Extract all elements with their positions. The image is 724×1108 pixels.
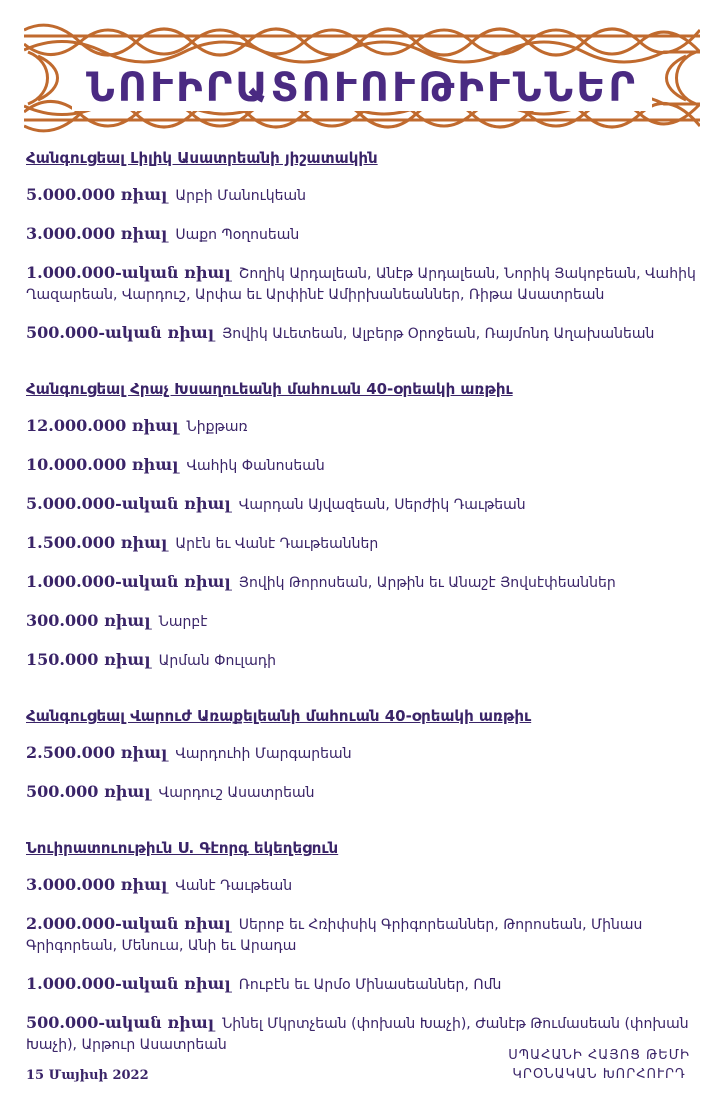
section-hrach: [26, 379, 702, 672]
donor-names: Վարդան Այվազեան, Սերժիկ Դաւթեան: [238, 497, 526, 513]
section-lilik: [26, 148, 702, 345]
document-date: 15 Մայիսի 2022: [26, 1068, 149, 1083]
banner-title-wrap: [24, 58, 700, 118]
amount: 2.500.000 ռիալ: [26, 743, 168, 762]
section-title: Հանգուցեալ Վարուժ Առաքելեանի մահուան 40-օրեակի առթիւ: [26, 707, 532, 725]
donor-names: Նինել Մկրտչեան (փոխան Խաչի), Ժանէթ Թումասեան (փոխան Խաչի), Արթուր Ասատրեան: [26, 1016, 689, 1053]
donor-names: Յովիկ Աւետեան, Ալբերթ Օրոջեան, Ռայմոնդ Աղախանեան: [222, 326, 655, 342]
list-item: [26, 610, 702, 633]
amount: 500.000-ական ռիալ: [26, 323, 215, 342]
section-title: Նուիրատուութիւն Ս. Գէորգ եկեղեցուն: [26, 839, 339, 857]
amount: 500.000-ական ռիալ: [26, 1013, 215, 1032]
amount: 1.500.000 ռիալ: [26, 533, 168, 552]
amount: 1.000.000-ական ռիալ: [26, 974, 231, 993]
signature-line-council: ԿՐՕՆԱԿԱՆ ԽՈՐՀՈՒՐԴ: [512, 1067, 686, 1082]
amount: 500.000 ռիալ: [26, 782, 151, 801]
donor-names: Ռուբէն եւ Արմօ Մինասեաններ, Ոմն: [238, 977, 502, 993]
amount: 300.000 ռիալ: [26, 611, 151, 630]
donor-names: Յովիկ Թորոսեան, Արթին եւ Անաշէ Յովսէփեաններ: [238, 575, 616, 591]
list-item: [26, 874, 702, 897]
amount: 5.000.000-ական ռիալ: [26, 494, 231, 513]
list-item: [26, 493, 702, 516]
list-item: [26, 781, 702, 804]
donor-names: Նարբէ: [158, 614, 208, 630]
amount: 10.000.000 ռիալ: [26, 455, 179, 474]
list-item: [26, 415, 702, 438]
list-item: [26, 184, 702, 207]
donor-names: Արբի Մանուկեան: [175, 188, 306, 204]
donor-names: Վարդուհի Մարգարեան: [175, 746, 352, 762]
amount: 3.000.000 ռիալ: [26, 875, 168, 894]
section-title: Հանգուցեալ Լիլիկ Ասատրեանի յիշատակին: [26, 149, 378, 167]
donor-names: Սաքո Պօղոսեան: [175, 227, 300, 243]
section-church: [26, 838, 702, 1056]
list-item: [26, 571, 702, 594]
header-banner: [24, 22, 700, 134]
amount: 3.000.000 ռիալ: [26, 224, 168, 243]
list-item: [26, 454, 702, 477]
page-title: ՆՈՒԻՐԱՏՈՒՈՒԹԻՒՆՆԵՐ: [72, 65, 652, 111]
donor-names: Վահիկ Փանոսեան: [186, 458, 325, 474]
list-item: [26, 742, 702, 765]
donor-names: Սերոբ եւ Հռիփսիկ Գրիգորեաններ, Թորոսեան, Մինաս Գրիգորեան, Մենուա, Անի եւ Արադա: [26, 917, 643, 954]
section-title: Հանգուցեալ Հրաչ Խսաղուեանի մահուան 40-օրեակի առթիւ: [26, 380, 513, 398]
amount: 5.000.000 ռիալ: [26, 185, 168, 204]
donor-names: Արէն եւ Վանէ Դաւթեաններ: [175, 536, 379, 552]
list-item: [26, 262, 702, 306]
list-item: [26, 913, 702, 957]
amount: 12.000.000 ռիալ: [26, 416, 179, 435]
section-varuzh: [26, 706, 702, 804]
donation-content: [26, 148, 702, 1090]
donor-names: Արման Փուլադի: [158, 653, 277, 669]
signature-block: [508, 1046, 690, 1084]
donor-names: Վարդուշ Ասատրեան: [158, 785, 315, 801]
amount: 2.000.000-ական ռիալ: [26, 914, 231, 933]
donor-names: Վանէ Դաւթեան: [175, 878, 293, 894]
signature-line-diocese: ՍՊԱՀԱՆԻ ՀԱՅՈՑ ԹԵՄԻ: [508, 1048, 690, 1063]
donor-names: Շողիկ Արդալեան, Անէթ Արդալեան, Նորիկ Յակոբեան, Վահիկ Ղազարեան, Վարդուշ, Արփա եւ Արփինէ Ամիրխանեաններ, Ռիթա Ասատրեան: [26, 266, 696, 303]
amount: 1.000.000-ական ռիալ: [26, 263, 231, 282]
list-item: [26, 649, 702, 672]
donor-names: Նիքթառ: [186, 419, 248, 435]
amount: 150.000 ռիալ: [26, 650, 151, 669]
list-item: [26, 322, 702, 345]
amount: 1.000.000-ական ռիալ: [26, 572, 231, 591]
list-item: [26, 223, 702, 246]
list-item: [26, 973, 702, 996]
list-item: [26, 532, 702, 555]
